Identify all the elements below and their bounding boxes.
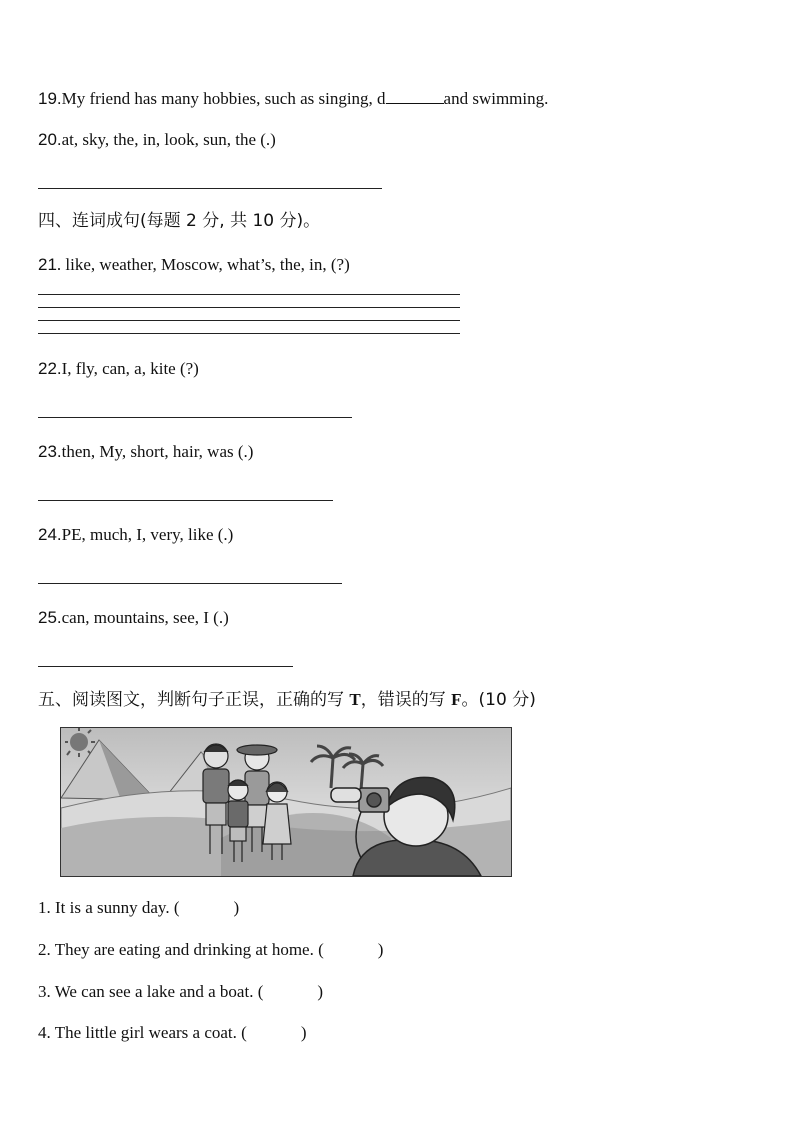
question-text: then, My, short, hair, was (.) (61, 442, 254, 461)
heading-text: ，错误的写 (360, 690, 452, 710)
true-mark: T (349, 690, 361, 709)
answer-line[interactable] (38, 188, 382, 189)
question-21 (38, 255, 350, 275)
statement-text: 1. It is a sunny day. ( (38, 898, 180, 917)
answer-line[interactable] (38, 500, 333, 501)
close-paren: ) (377, 940, 384, 959)
statement-4 (38, 1023, 306, 1043)
false-mark: F (451, 690, 462, 709)
answer-line[interactable] (38, 333, 460, 334)
question-number: 24. (38, 525, 62, 544)
question-22 (38, 359, 199, 379)
section-5-heading (38, 689, 536, 711)
question-23 (38, 442, 253, 462)
close-paren: ) (300, 1023, 307, 1042)
answer-line[interactable] (38, 583, 342, 584)
statement-1 (38, 898, 239, 918)
section-4-heading: 四、连词成句(每题 2 分, 共 10 分)。 (38, 211, 321, 231)
question-24 (38, 525, 233, 545)
statement-3 (38, 982, 323, 1002)
heading-text: 。(10 分) (461, 690, 536, 710)
close-paren: ) (317, 982, 324, 1001)
question-text: can, mountains, see, I (.) (61, 608, 229, 627)
question-text: I, fly, can, a, kite (?) (61, 359, 199, 378)
question-number: 25. (38, 608, 62, 627)
question-number: 23. (38, 442, 62, 461)
question-number: 19. (38, 89, 62, 108)
illustration-svg (61, 728, 511, 876)
question-text-after: and swimming. (443, 89, 549, 108)
statement-text: 4. The little girl wears a coat. ( (38, 1023, 247, 1042)
answer-line[interactable] (38, 294, 460, 295)
question-number: 22. (38, 359, 62, 378)
answer-line[interactable] (38, 666, 293, 667)
answer-line[interactable] (38, 320, 460, 321)
answer-line[interactable] (38, 307, 460, 308)
question-text: at, sky, the, in, look, sun, the (.) (61, 130, 276, 149)
question-25 (38, 608, 229, 628)
answer-blank[interactable] (386, 88, 444, 104)
close-paren: ) (233, 898, 240, 917)
question-text: . like, weather, Moscow, what’s, the, in, (?) (56, 255, 350, 274)
statement-text: 2. They are eating and drinking at home. ( (38, 940, 324, 959)
question-text: PE, much, I, very, like (.) (61, 525, 234, 544)
family-desert-illustration (60, 727, 512, 877)
question-20 (38, 130, 276, 150)
question-number: 20. (38, 130, 62, 149)
answer-line[interactable] (38, 417, 352, 418)
heading-text: 五、阅读图文，判断句子正误，正确的写 (38, 690, 350, 710)
statement-text: 3. We can see a lake and a boat. ( (38, 982, 264, 1001)
question-number: 21 (38, 255, 57, 274)
statement-2 (38, 940, 383, 960)
question-19 (38, 88, 548, 109)
question-text-before: My friend has many hobbies, such as singing, d (61, 89, 386, 108)
